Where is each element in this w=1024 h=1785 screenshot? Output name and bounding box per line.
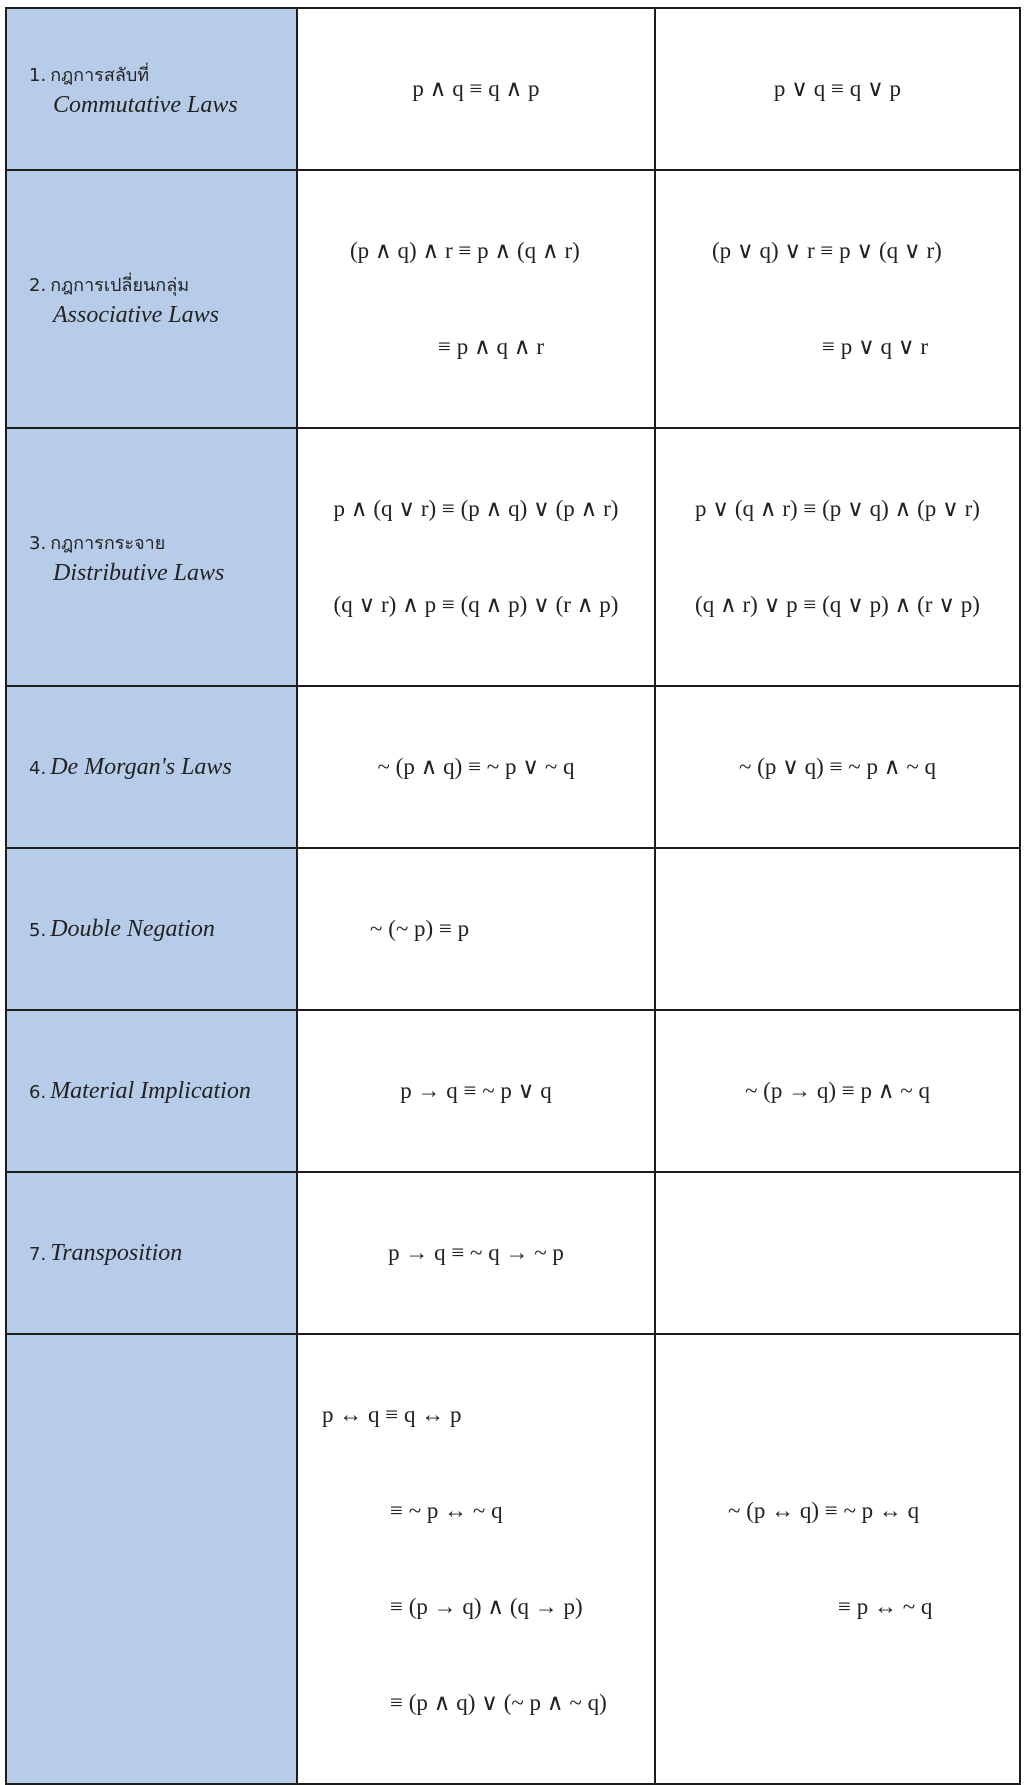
formula-line: ≡ ~ p ↔ ~ q <box>390 1498 503 1523</box>
law-english-name: Distributive Laws <box>53 559 225 586</box>
law-english-name: Transposition <box>50 1239 183 1266</box>
law-name-cell <box>6 1010 297 1172</box>
formula-line: p ∧ (q ∨ r) ≡ (p ∧ q) ∨ (p ∧ r) <box>333 496 619 521</box>
empty-cell <box>655 848 1020 1010</box>
law-number: 6. <box>29 1081 47 1103</box>
table-row-material-implication <box>6 1010 1020 1172</box>
law-thai-name: กฎการกระจาย <box>50 532 166 554</box>
law-number: 3. <box>29 532 47 554</box>
law-name-cell <box>6 1172 297 1334</box>
table-row-transposition <box>6 1172 1020 1334</box>
law-number: 4. <box>29 757 47 779</box>
law-thai-name: กฎการเปลี่ยนกลุ่ม <box>50 274 190 296</box>
formula-cell <box>297 1172 655 1334</box>
formula-line: (p ∨ q) ∨ r ≡ p ∨ (q ∨ r) <box>712 238 942 263</box>
law-english-name: Double Negation <box>50 915 215 942</box>
formula-line: ≡ p ↔ ~ q <box>838 1594 933 1619</box>
formula-line: ≡ p ∨ q ∨ r <box>822 334 929 359</box>
formula-line: p → q ≡ ~ q → ~ p <box>388 1240 564 1265</box>
law-name-cell <box>6 848 297 1010</box>
formula-cell <box>655 1010 1020 1172</box>
table-row-de-morgan <box>6 686 1020 848</box>
table-row-double-negation <box>6 848 1020 1010</box>
law-name-cell <box>6 686 297 848</box>
law-number: 5. <box>29 919 47 941</box>
formula-cell <box>297 848 655 1010</box>
formula-line: p ∨ (q ∧ r) ≡ (p ∨ q) ∧ (p ∨ r) <box>695 496 980 521</box>
law-number: 2. <box>29 274 47 296</box>
formula-line: ≡ (p → q) ∧ (q → p) <box>390 1594 583 1619</box>
formula-line: ≡ p ∧ q ∧ r <box>438 334 545 359</box>
formula-line: p ∨ q ≡ q ∨ p <box>773 76 902 101</box>
formula-cell <box>297 686 655 848</box>
law-name-cell <box>6 8 297 170</box>
table-row-commutative <box>6 8 1020 170</box>
formula-line: p → q ≡ ~ p ∨ q <box>400 1078 552 1103</box>
logic-equivalence-table <box>5 7 1021 1785</box>
formula-cell <box>297 170 655 428</box>
formula-cell <box>297 1334 655 1784</box>
formula-line: ~ (p → q) ≡ p ∧ ~ q <box>744 1078 930 1103</box>
formula-line: (q ∨ r) ∧ p ≡ (q ∧ p) ∨ (r ∧ p) <box>333 592 619 617</box>
formula-cell <box>655 170 1020 428</box>
law-english-name: Commutative Laws <box>53 91 238 118</box>
formula-line: ~ (p ∧ q) ≡ ~ p ∨ ~ q <box>377 754 575 779</box>
formula-line: p ↔ q ≡ q ↔ p <box>322 1402 462 1427</box>
formula-line: (q ∧ r) ∨ p ≡ (q ∨ p) ∧ (r ∨ p) <box>695 592 980 617</box>
formula-line: ~ (p ∨ q) ≡ ~ p ∧ ~ q <box>738 754 937 779</box>
formula-line: ~ (~ p) ≡ p <box>370 916 470 941</box>
table-row-biconditional <box>6 1334 1020 1784</box>
law-thai-name: กฎการสลับที่ <box>50 64 150 86</box>
formula-cell <box>655 428 1020 686</box>
formula-cell <box>655 1334 1020 1784</box>
law-number: 1. <box>29 64 47 86</box>
formula-line: (p ∧ q) ∧ r ≡ p ∧ (q ∧ r) <box>350 238 580 263</box>
law-english-name: Material Implication <box>50 1077 251 1104</box>
formula-cell <box>297 1010 655 1172</box>
table-row-distributive <box>6 428 1020 686</box>
law-name-cell <box>6 1334 297 1784</box>
formula-line: ~ (p ↔ q) ≡ ~ p ↔ q <box>728 1498 920 1523</box>
law-english-name: Associative Laws <box>53 301 219 328</box>
formula-cell <box>297 8 655 170</box>
formula-cell <box>655 8 1020 170</box>
law-english-name: De Morgan's Laws <box>50 753 232 780</box>
law-number: 7. <box>29 1243 47 1265</box>
law-name-cell <box>6 170 297 428</box>
law-name-cell <box>6 428 297 686</box>
table-row-associative <box>6 170 1020 428</box>
formula-line: ≡ (p ∧ q) ∨ (~ p ∧ ~ q) <box>390 1690 607 1715</box>
formula-cell <box>655 686 1020 848</box>
empty-cell <box>655 1172 1020 1334</box>
formula-line: p ∧ q ≡ q ∧ p <box>412 76 540 101</box>
formula-cell <box>297 428 655 686</box>
